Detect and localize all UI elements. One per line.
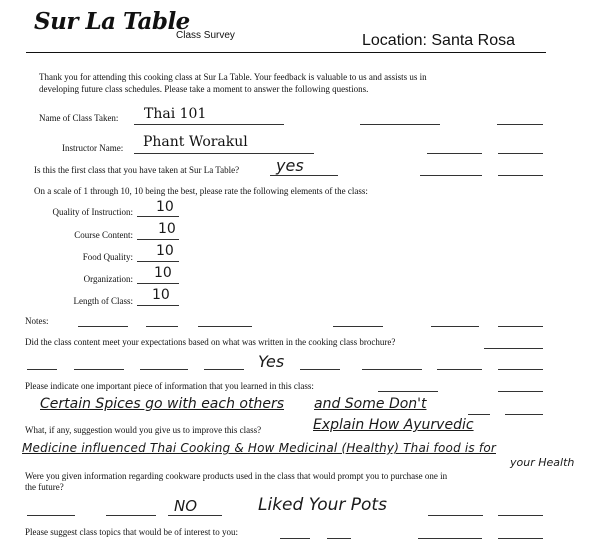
blank-line (505, 414, 543, 415)
expectations-question: Did the class content meet your expectations based on what was written in the cooking class brochure? (25, 337, 396, 347)
instructor-line (134, 153, 314, 154)
notes-label: Notes: (25, 316, 49, 326)
blank-line (420, 175, 482, 176)
intro-line-1: Thank you for attending this cooking class at Sur La Table. Your feedback is valuable to us and assists us in (39, 72, 427, 82)
location-label: Location: Santa Rosa (362, 32, 515, 49)
blank-line (437, 369, 482, 370)
blank-line (498, 153, 543, 154)
instructor-value: Phant Worakul (143, 134, 248, 150)
learned-question: Please indicate one important piece of information that you learned in this class: (25, 381, 314, 391)
blank-line (498, 369, 543, 370)
class-taken-value: Thai 101 (144, 106, 207, 122)
blank-line (280, 538, 310, 539)
logo: Sur La Table (34, 8, 190, 35)
rating-value-length: 10 (152, 287, 170, 303)
blank-line (498, 538, 543, 539)
intro-line-2: developing future class schedules. Please take a moment to answer the following questions. (39, 84, 369, 94)
topics-question: Please suggest class topics that would be of interest to you: (25, 527, 238, 537)
rating-line (137, 239, 179, 240)
rating-line (137, 283, 179, 284)
rating-line (137, 305, 179, 306)
first-class-label: Is this the first class that you have taken at Sur La Table? (34, 165, 240, 175)
suggestion-answer-line-3: your Health (510, 456, 575, 469)
cookware-answer-note: Liked Your Pots (258, 495, 387, 515)
first-class-answer: yes (276, 156, 304, 175)
blank-line (74, 369, 124, 370)
rating-value-content: 10 (158, 221, 176, 237)
rating-value-instruction: 10 (156, 199, 174, 215)
notes-line (146, 326, 178, 327)
rating-label-food: Food Quality: (82, 252, 133, 262)
rating-label-content: Course Content: (74, 230, 133, 240)
expectations-answer: Yes (258, 352, 285, 371)
blank-line (378, 391, 438, 392)
suggestion-question: What, if any, suggestion would you give us to improve this class? (25, 425, 262, 435)
cookware-question-line-1: Were you given information regarding cookware products used in the class that would prompt you to purchase one in (25, 471, 448, 481)
blank-line (204, 369, 244, 370)
header-rule (26, 52, 546, 53)
notes-line (333, 326, 383, 327)
blank-line (168, 515, 222, 516)
blank-line (140, 369, 188, 370)
blank-line (497, 124, 543, 125)
rating-value-food: 10 (156, 243, 174, 259)
cookware-answer-no: NO (174, 497, 198, 515)
blank-line (418, 538, 482, 539)
blank-line (484, 348, 543, 349)
blank-line (27, 369, 57, 370)
notes-line (198, 326, 252, 327)
rating-label-instruction: Quality of Instruction: (52, 207, 133, 217)
learned-answer-part-2: and Some Don't (314, 396, 427, 412)
blank-line (498, 175, 543, 176)
blank-line (498, 515, 543, 516)
class-taken-line (134, 124, 284, 125)
ratings-prompt: On a scale of 1 through 10, 10 being the best, please rate the following elements of the class: (34, 186, 368, 196)
blank-line (360, 124, 440, 125)
rating-label-length: Length of Class: (73, 296, 133, 306)
blank-line (468, 414, 490, 415)
blank-line (327, 538, 351, 539)
notes-line (78, 326, 128, 327)
blank-line (300, 369, 340, 370)
blank-line (27, 515, 75, 516)
rating-value-organization: 10 (154, 265, 172, 281)
notes-line (431, 326, 479, 327)
class-taken-label: Name of Class Taken: (39, 113, 119, 123)
rating-label-organization: Organization: (83, 274, 133, 284)
notes-line (498, 326, 543, 327)
suggestion-answer-line-1: Explain How Ayurvedic (313, 417, 474, 433)
rating-line (137, 261, 179, 262)
blank-line (498, 391, 543, 392)
cookware-question-line-2: the future? (25, 482, 64, 492)
rating-line (137, 216, 179, 217)
blank-line (428, 515, 483, 516)
learned-answer-part-1: Certain Spices go with each others (40, 396, 285, 412)
blank-line (427, 153, 482, 154)
instructor-label: Instructor Name: (62, 143, 124, 153)
suggestion-answer-line-2: Medicine influenced Thai Cooking & How Medicinal (Healthy) Thai food is for (22, 441, 496, 455)
blank-line (362, 369, 422, 370)
blank-line (106, 515, 156, 516)
first-class-line (270, 175, 338, 176)
document-title: Class Survey (176, 30, 235, 41)
